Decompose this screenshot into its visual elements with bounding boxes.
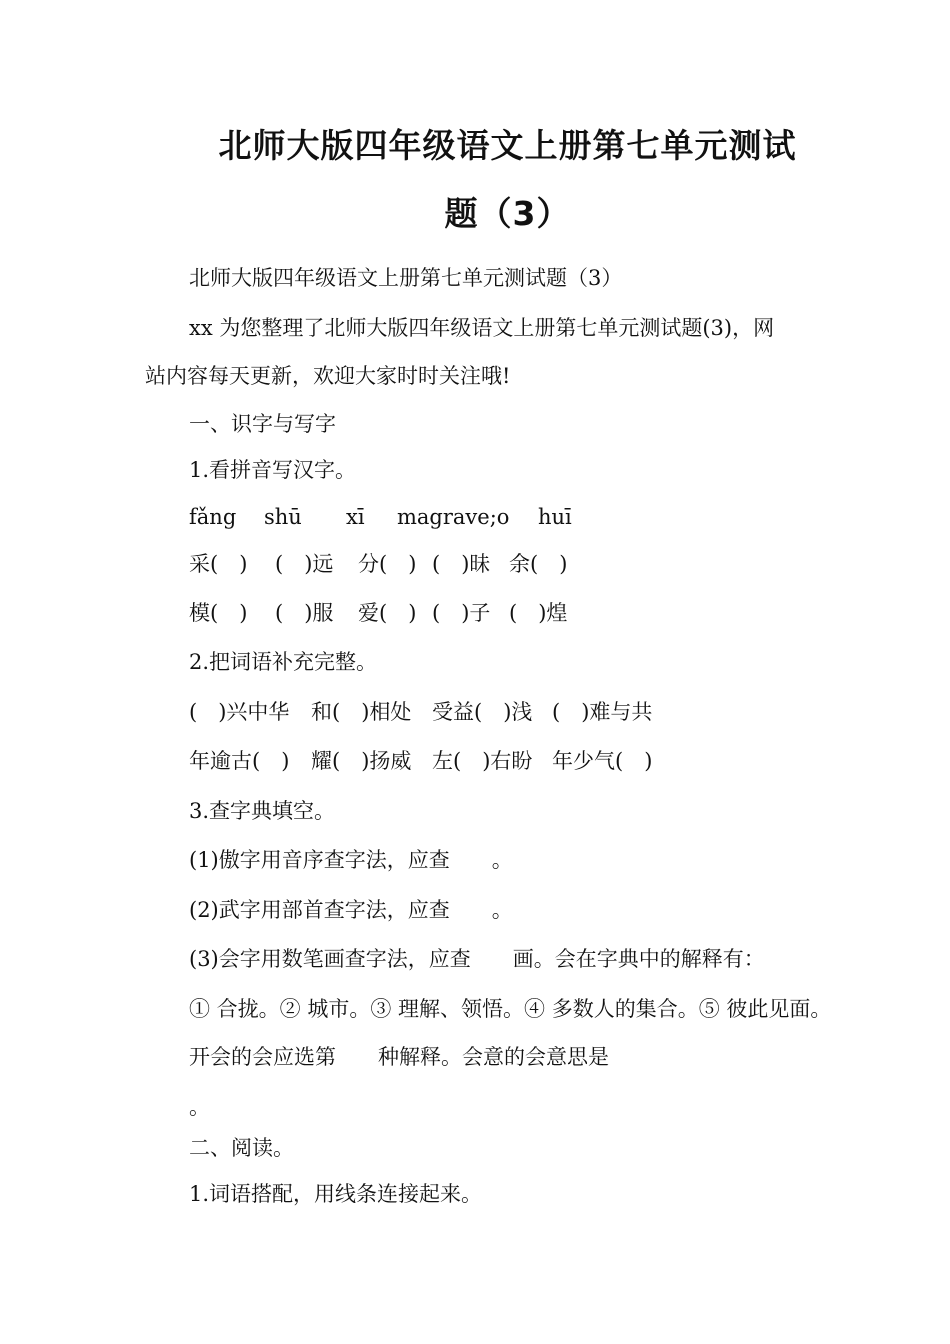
- idiom-blank: 受益( )浅: [432, 700, 533, 724]
- section2-heading: 二、阅读。: [189, 1136, 294, 1160]
- q1-label: 1.看拼音写汉字。: [189, 458, 357, 482]
- blank-word: ( )子: [432, 601, 491, 625]
- blank-word: 采( ): [189, 552, 248, 576]
- q3-label: 3.查字典填空。: [189, 799, 336, 823]
- q2-label: 2.把词语补充完整。: [189, 650, 378, 674]
- blank-word: 分( ): [358, 552, 417, 576]
- q3-item1: (1)傲字用音序查字法，应查 。: [189, 848, 513, 872]
- blank-word: ( )昧: [432, 552, 491, 576]
- idiom-blank: 年少气( ): [552, 749, 653, 773]
- pinyin-item: fǎng: [189, 505, 237, 529]
- idiom-blank: 年逾古( ): [189, 749, 290, 773]
- intro-line2: 站内容每天更新，欢迎大家时时关注哦!: [145, 364, 511, 388]
- q3-meanings: ① 合拢。② 城市。③ 理解、领悟。④ 多数人的集合。⑤ 彼此见面。: [189, 997, 832, 1021]
- blank-word: ( )煌: [509, 601, 568, 625]
- blank-word: 模( ): [189, 601, 248, 625]
- blank-word: ( )服: [275, 601, 334, 625]
- document-title-line1: 北师大版四年级语文上册第七单元测试: [218, 126, 797, 165]
- q3-choice: 开会的会应选第 种解释。会意的会意思是: [189, 1045, 609, 1069]
- subtitle: 北师大版四年级语文上册第七单元测试题（3）: [189, 266, 623, 290]
- idiom-blank: ( )兴中华: [189, 700, 290, 724]
- blank-word: ( )远: [275, 552, 334, 576]
- document-title-line2: 题（3）: [444, 194, 571, 233]
- intro-line1: xx 为您整理了北师大版四年级语文上册第七单元测试题(3)，网: [189, 316, 775, 340]
- pinyin-item: huī: [538, 505, 572, 529]
- q3-item2: (2)武字用部首查字法，应查 。: [189, 898, 513, 922]
- blank-word: 余( ): [509, 552, 568, 576]
- idiom-blank: ( )难与共: [552, 700, 653, 724]
- section2-q1-label: 1.词语搭配，用线条连接起来。: [189, 1182, 483, 1206]
- q3-item3: (3)会字用数笔画查字法，应查 画。会在字典中的解释有：: [189, 947, 765, 971]
- pinyin-item: magrave;o: [397, 505, 510, 529]
- blank-word: 爱( ): [358, 601, 417, 625]
- q3-end: 。: [189, 1095, 210, 1119]
- idiom-blank: 耀( )扬威: [311, 749, 412, 773]
- idiom-blank: 左( )右盼: [432, 749, 533, 773]
- pinyin-item: xī: [346, 505, 365, 529]
- pinyin-item: shū: [264, 505, 302, 529]
- section1-heading: 一、识字与写字: [189, 412, 336, 436]
- idiom-blank: 和( )相处: [311, 700, 412, 724]
